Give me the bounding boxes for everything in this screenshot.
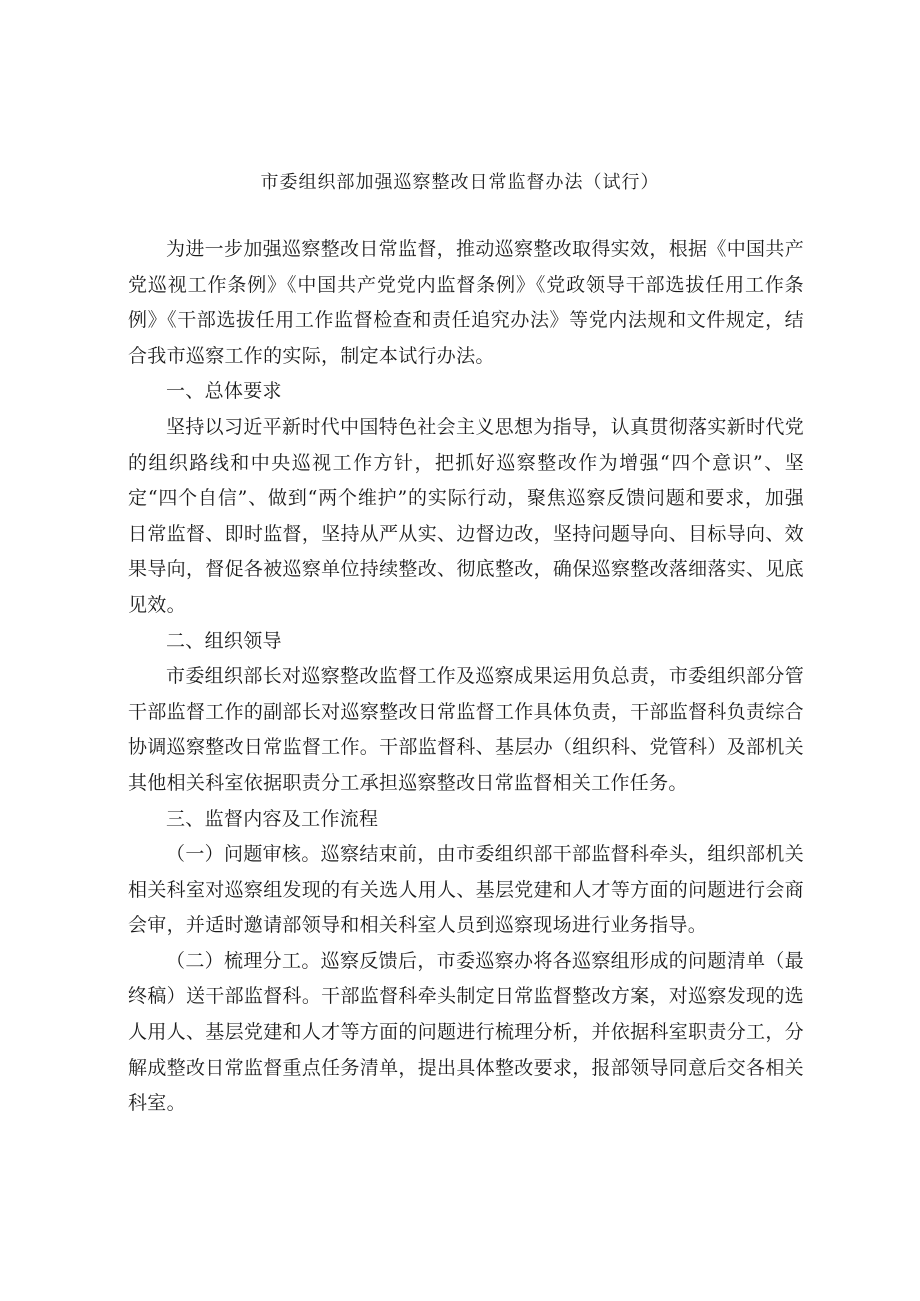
- intro-paragraph: 为进一步加强巡察整改日常监督，推动巡察整改取得实效，根据《中国共产党巡视工作条例》《中国共产党党内监督条例》《党政领导干部选拔任用工作条例》《干部选拔任用工作监督检查和责任追究办法》等党内法规和文件规定，结合我市巡察工作的实际，制定本试行办法。: [128, 238, 804, 367]
- general-requirements-paragraph: 坚持以习近平新时代中国特色社会主义思想为指导，认真贯彻落实新时代党的组织路线和中央巡视工作方针，把抓好巡察整改作为增强“四个意识”、坚定“四个自信”、做到“两个维护”的实际行动，聚焦巡察反馈问题和要求，加强日常监督、即时监督，坚持从严从实、边督边改，坚持问题导向、目标导向、效果导向，督促各被巡察单位持续整改、彻底整改，确保巡察整改落细落实、见底见效。: [128, 415, 804, 616]
- section-heading-general-requirements: 一、总体要求: [166, 380, 282, 403]
- section-heading-supervision-content: 三、监督内容及工作流程: [166, 807, 379, 830]
- document-title: 市委组织部加强巡察整改日常监督办法（试行）: [260, 172, 660, 193]
- organization-leadership-paragraph: 市委组织部长对巡察整改监督工作及巡察成果运用负总责，市委组织部分管干部监督工作的副部长对巡察整改日常监督工作具体负责，干部监督科负责综合协调巡察整改日常监督工作。干部监督科、基层办（组织科、党管科）及部机关其他相关科室依据职责分工承担巡察整改日常监督相关工作任务。: [128, 665, 804, 794]
- section-heading-organization-leadership: 二、组织领导: [166, 629, 282, 652]
- problem-review-paragraph: （一）问题审核。巡察结束前，由市委组织部干部监督科牵头，组织部机关相关科室对巡察组发现的有关选人用人、基层党建和人才等方面的问题进行会商会审，并适时邀请部领导和相关科室人员到巡察现场进行业务指导。: [128, 843, 804, 937]
- task-division-paragraph: （二）梳理分工。巡察反馈后，市委巡察办将各巡察组形成的问题清单（最终稿）送干部监督科。干部监督科牵头制定日常监督整改方案，对巡察发现的选人用人、基层党建和人才等方面的问题进行梳理分析，并依据科室职责分工，分解成整改日常监督重点任务清单，提出具体整改要求，报部领导同意后交各相关科室。: [128, 949, 804, 1115]
- document-body: [128, 232, 804, 1122]
